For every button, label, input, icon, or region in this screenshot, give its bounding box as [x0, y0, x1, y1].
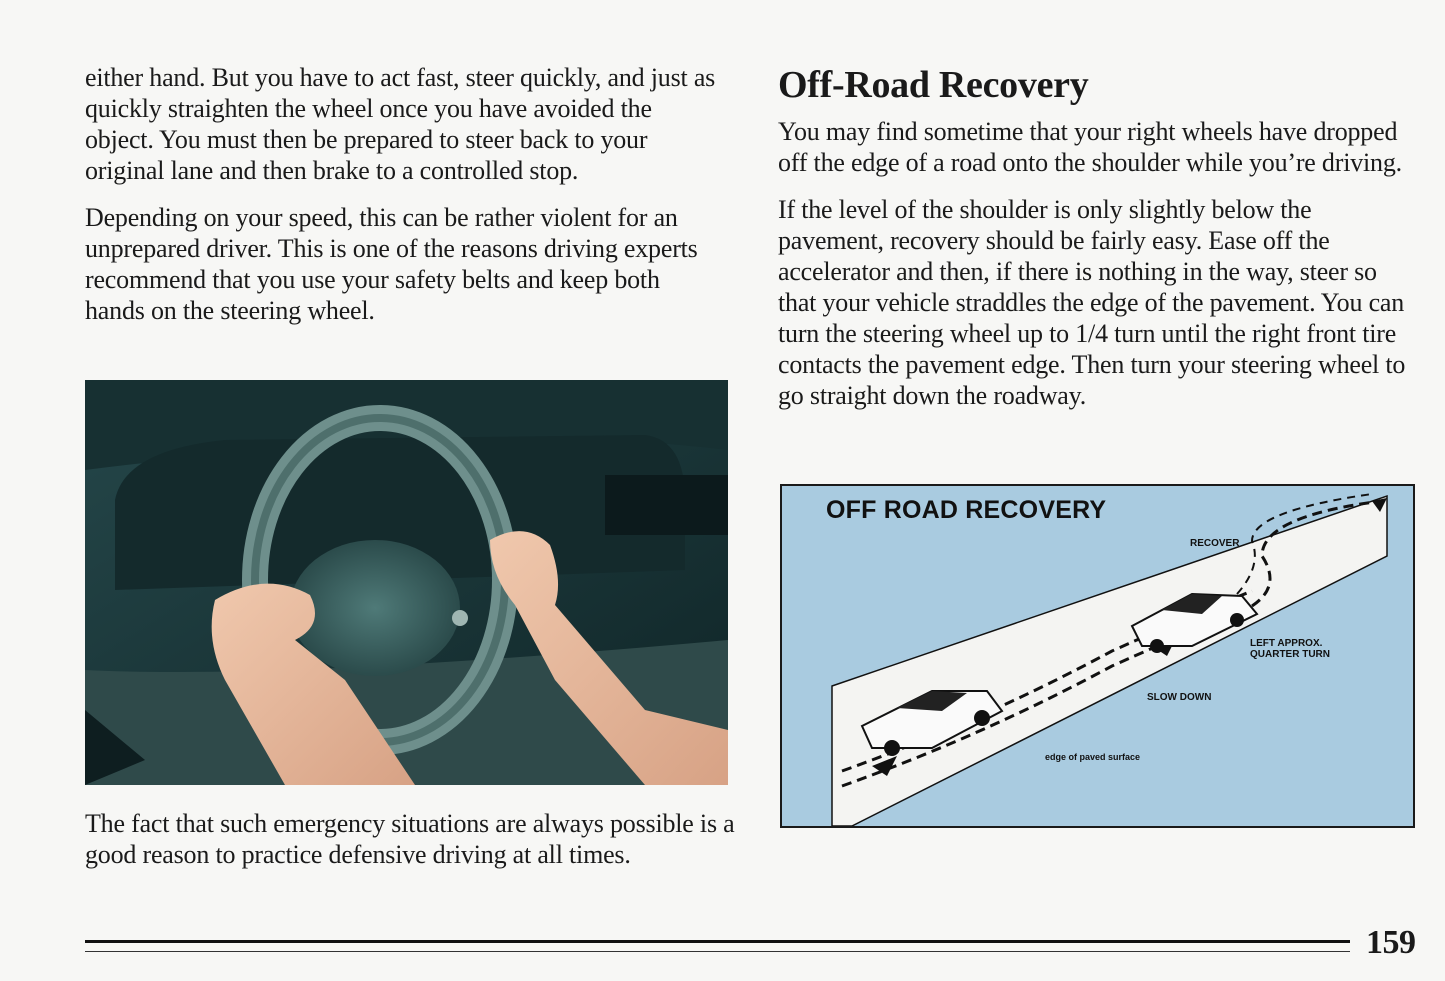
label-edge-of-paved-surface: edge of paved surface [1045, 752, 1141, 762]
diagram-title: OFF ROAD RECOVERY [826, 496, 1107, 524]
steering-wheel-photo-art [85, 380, 728, 785]
right-paragraph-2: If the level of the shoulder is only slightly below the pavement, recovery should be fairly easy. Ease off the accelerator and then, if there is nothing in the way, steer so that your vehicle straddles the edge of the pavement. You can turn the steering wheel up to 1/4 turn until the right front tire contacts the pavement edge. Then turn your steering wheel to go straight down the roadway. [778, 195, 1406, 410]
left-paragraph-3: The fact that such emergency situations are always possible is a good reason to practice defensive driving at all times. [85, 809, 735, 869]
footer-rule-thick [85, 940, 1350, 943]
off-road-recovery-diagram [780, 484, 1415, 828]
steering-wheel-photo [85, 380, 728, 785]
label-left-turn-line1: LEFT APPROX. [1250, 638, 1323, 649]
left-paragraph-2: Depending on your speed, this can be rather violent for an unprepared driver. This is one of the reasons driving experts recommend that you use your safety belts and keep both hands on the steering wheel. [85, 203, 698, 325]
label-slow-down: SLOW DOWN [1147, 692, 1212, 703]
page-number: 159 [1366, 924, 1416, 961]
right-paragraph-1: You may find sometime that your right wheels have dropped off the edge of a road onto the shoulder while you’re driving. [778, 117, 1402, 177]
left-column [85, 62, 725, 342]
label-left-turn-line2: QUARTER TURN [1250, 649, 1330, 660]
section-heading: Off-Road Recovery [778, 64, 1089, 106]
label-recover: RECOVER [1190, 538, 1240, 549]
right-column [778, 62, 1418, 427]
footer-rule-thin [85, 951, 1350, 952]
left-bottom-text [85, 808, 735, 886]
left-paragraph-1: either hand. But you have to act fast, steer quickly, and just as quickly straighten the wheel once you have avoided the object. You must then be prepared to steer back to your original lane and then brake to a controlled stop. [85, 63, 716, 185]
